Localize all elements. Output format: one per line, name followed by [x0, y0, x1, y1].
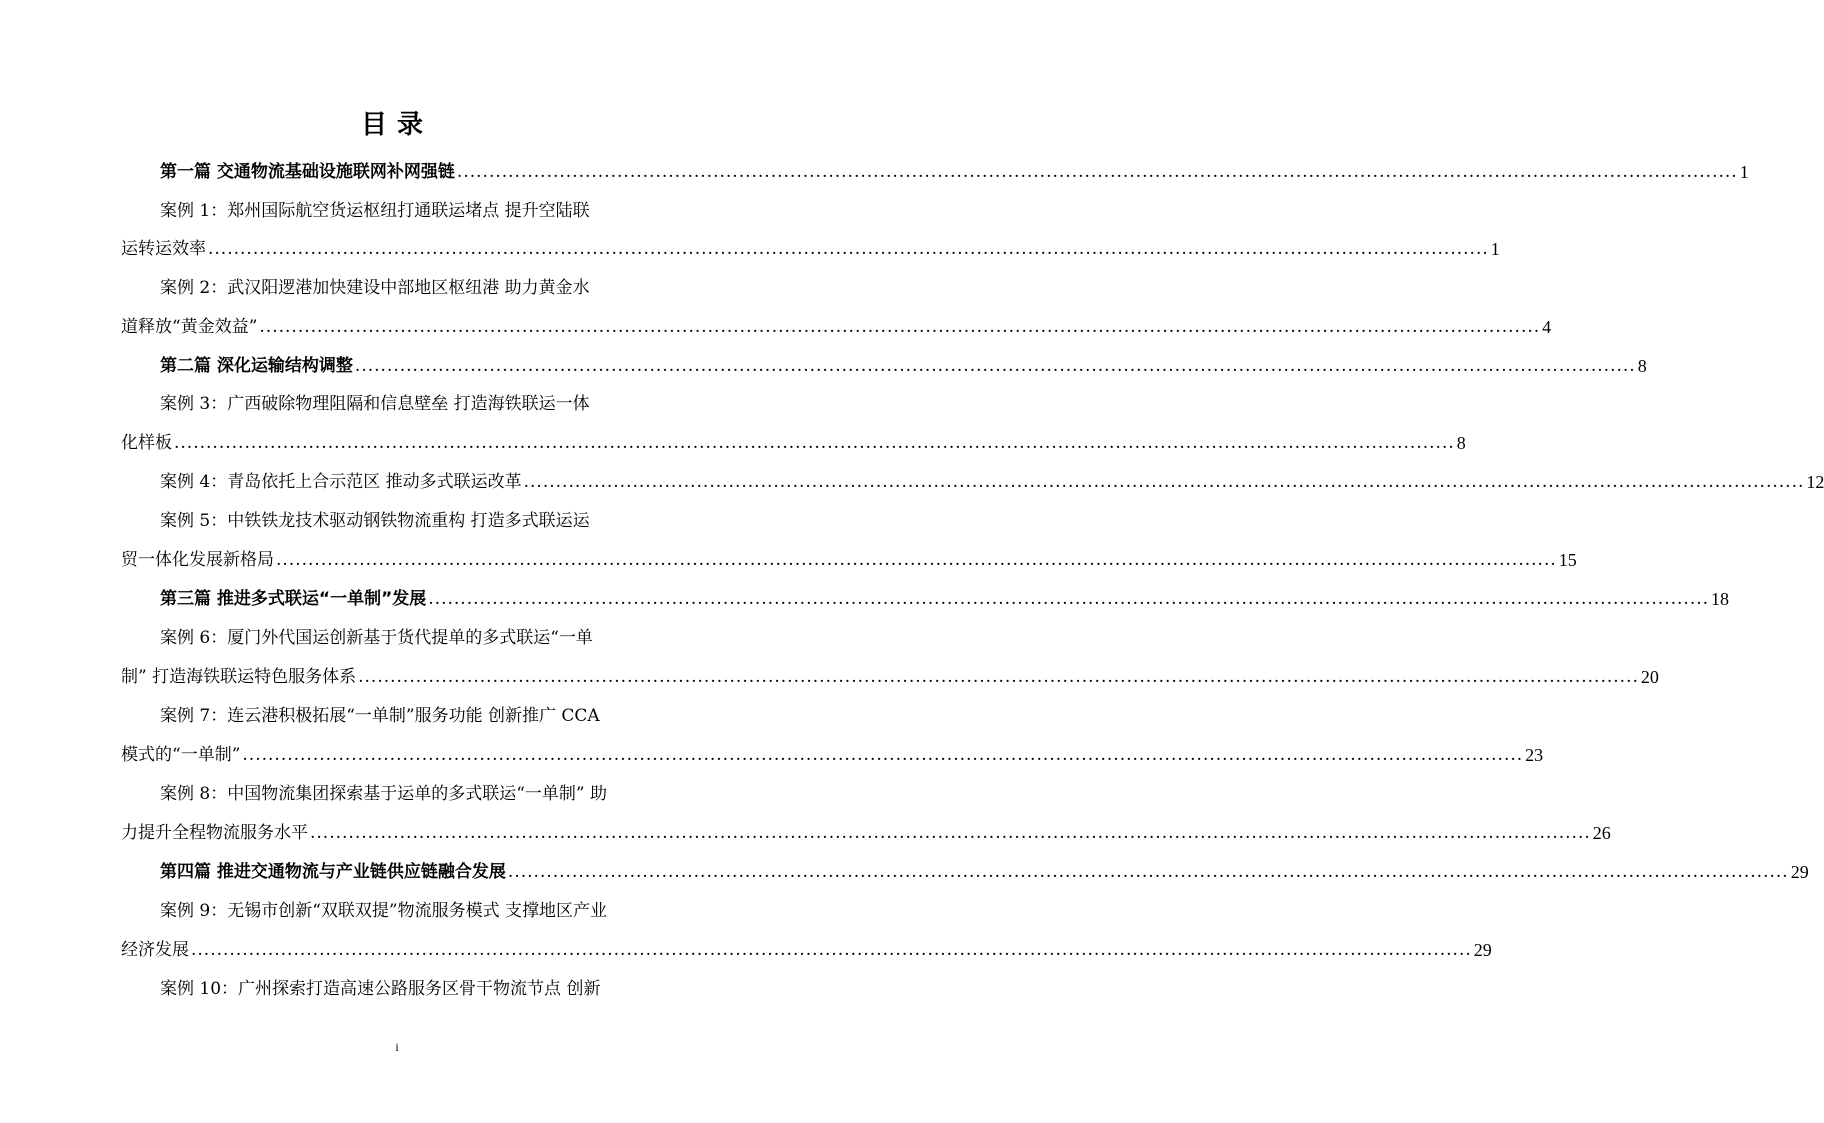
toc-entry-text: 案例 2：武汉阳逻港加快建设中部地区枢纽港 助力黄金水	[160, 278, 590, 298]
toc-entry-text: 模式的“一单制”	[121, 745, 241, 765]
toc-page-number: 20	[1640, 667, 1659, 687]
toc-leader-dots: ........................................................................................................................................................................................................	[276, 550, 1557, 570]
toc-entry-text: 案例 4：青岛依托上合示范区 推动多式联运改革	[160, 472, 522, 492]
toc-case-entry-continuation[interactable]	[121, 662, 1659, 692]
toc-page-number: 12	[1806, 472, 1824, 492]
toc-part-heading[interactable]	[160, 157, 1749, 187]
toc-case-entry-continuation[interactable]	[121, 545, 1577, 575]
toc-part-heading[interactable]	[160, 857, 1809, 887]
toc-leader-dots: ........................................................................................................................................................................................................	[174, 433, 1455, 453]
toc-page-number: 18	[1711, 589, 1730, 609]
toc-case-entry[interactable]	[160, 389, 674, 419]
toc-case-entry[interactable]	[160, 623, 674, 653]
toc-entry-text: 力提升全程物流服务水平	[121, 823, 308, 843]
toc-entry-text: 案例 7：连云港积极拓展“一单制”服务功能 创新推广 CCA	[160, 706, 600, 726]
toc-case-entry[interactable]	[160, 467, 1824, 497]
toc-leader-dots: ........................................................................................................................................................................................................	[259, 317, 1541, 337]
page-title: 目录	[360, 110, 433, 140]
toc-entry-text: 案例 6：厦门外代国运创新基于货代提单的多式联运“一单	[160, 628, 593, 648]
toc-part-heading[interactable]	[160, 584, 1730, 614]
toc-leader-dots: ........................................................................................................................................................................................................	[191, 940, 1472, 960]
toc-leader-dots: ........................................................................................................................................................................................................	[358, 667, 1639, 687]
toc-entry-text: 第二篇 深化运输结构调整	[160, 356, 353, 376]
toc-part-heading[interactable]	[160, 351, 1647, 381]
toc-page-number: 8	[1637, 356, 1647, 376]
toc-leader-dots: ........................................................................................................................................................................................................	[507, 862, 1789, 882]
toc-case-entry-continuation[interactable]	[121, 234, 1500, 264]
toc-entry-text: 道释放“黄金效益”	[121, 317, 258, 337]
toc-leader-dots: ........................................................................................................................................................................................................	[456, 162, 1738, 182]
toc-case-entry-continuation[interactable]	[121, 312, 1552, 342]
toc-case-entry[interactable]	[160, 974, 674, 1004]
toc-leader-dots: ........................................................................................................................................................................................................	[310, 823, 1591, 843]
toc-page-number: 29	[1473, 940, 1492, 960]
toc-entry-text: 化样板	[121, 433, 172, 453]
toc-case-entry-continuation[interactable]	[121, 818, 1611, 848]
toc-page-number: 4	[1542, 317, 1552, 337]
toc-entry-text: 第四篇 推进交通物流与产业链供应链融合发展	[160, 862, 506, 882]
toc-page-number: 29	[1790, 862, 1809, 882]
toc-page-number: 15	[1558, 550, 1577, 570]
page-number-footer: i	[395, 1040, 399, 1054]
toc-entry-text: 制” 打造海铁联运特色服务体系	[121, 667, 357, 687]
toc-leader-dots: ........................................................................................................................................................................................................	[354, 356, 1636, 376]
toc-case-entry[interactable]	[160, 196, 674, 226]
toc-entry-text: 案例 1：郑州国际航空货运枢纽打通联运堵点 提升空陆联	[160, 201, 590, 221]
toc-case-entry[interactable]	[160, 896, 674, 926]
toc-entry-text: 第一篇 交通物流基础设施联网补网强链	[160, 162, 455, 182]
toc-page-number: 23	[1525, 745, 1544, 765]
toc-page-number: 1	[1739, 162, 1749, 182]
toc-leader-dots: ........................................................................................................................................................................................................	[208, 239, 1489, 259]
toc-page-number: 8	[1456, 433, 1466, 453]
toc-page-number: 1	[1490, 239, 1500, 259]
toc-entry-text: 案例 3：广西破除物理阻隔和信息壁垒 打造海铁联运一体	[160, 394, 590, 414]
toc-entry-text: 案例 8：中国物流集团探索基于运单的多式联运“一单制” 助	[160, 784, 608, 804]
toc-leader-dots: ........................................................................................................................................................................................................	[523, 472, 1805, 492]
toc-entry-text: 经济发展	[121, 940, 189, 960]
toc-entry-text: 贸一体化发展新格局	[121, 550, 274, 570]
toc-case-entry[interactable]	[160, 701, 674, 731]
toc-case-entry[interactable]	[160, 779, 674, 809]
toc-case-entry-continuation[interactable]	[121, 740, 1544, 770]
toc-leader-dots: ........................................................................................................................................................................................................	[428, 589, 1710, 609]
toc-entry-text: 案例 5：中铁铁龙技术驱动钢铁物流重构 打造多式联运运	[160, 511, 590, 531]
toc-case-entry[interactable]	[160, 273, 674, 303]
toc-case-entry[interactable]	[160, 506, 674, 536]
toc-page-number: 26	[1592, 823, 1611, 843]
toc-entry-text: 案例 9：无锡市创新“双联双提”物流服务模式 支撑地区产业	[160, 901, 608, 921]
toc-entry-text: 运转运效率	[121, 239, 206, 259]
toc-leader-dots: ........................................................................................................................................................................................................	[242, 745, 1524, 765]
toc-case-entry-continuation[interactable]	[121, 428, 1466, 458]
toc-entry-text: 案例 10：广州探索打造高速公路服务区骨干物流节点 创新	[160, 979, 601, 999]
toc-case-entry-continuation[interactable]	[121, 935, 1492, 965]
toc-entry-text: 第三篇 推进多式联运“一单制”发展	[160, 589, 427, 609]
